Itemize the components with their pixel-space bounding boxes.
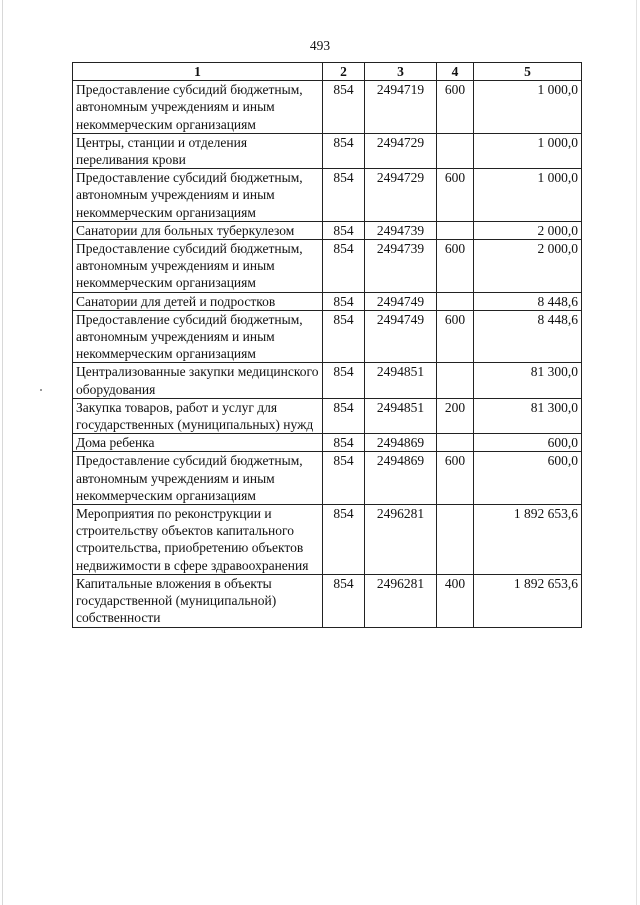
- row-code3-cell: 2494869: [365, 452, 437, 505]
- row-amount-cell: 2 000,0: [474, 240, 582, 293]
- row-code2-cell: 854: [323, 363, 365, 398]
- table-row: [73, 505, 582, 575]
- table-row: [73, 292, 582, 310]
- row-code4-cell: 600: [437, 310, 474, 363]
- row-name-cell: Предоставление субсидий бюджетным, автономным учреждениям и иным некоммерческим организациям: [73, 169, 323, 222]
- header-col-5: 5: [474, 63, 582, 81]
- header-col-1: 1: [73, 63, 323, 81]
- row-code4-cell: [437, 505, 474, 575]
- row-code3-cell: 2494729: [365, 133, 437, 168]
- header-col-3: 3: [365, 63, 437, 81]
- row-code3-cell: 2494719: [365, 81, 437, 134]
- row-name-cell: Предоставление субсидий бюджетным, автономным учреждениям и иным некоммерческим организациям: [73, 81, 323, 134]
- row-code2-cell: 854: [323, 169, 365, 222]
- row-code2-cell: 854: [323, 133, 365, 168]
- table-row: [73, 452, 582, 505]
- row-amount-cell: 1 892 653,6: [474, 505, 582, 575]
- row-code4-cell: [437, 221, 474, 239]
- row-amount-cell: 1 000,0: [474, 81, 582, 134]
- row-amount-cell: 8 448,6: [474, 292, 582, 310]
- row-code2-cell: 854: [323, 221, 365, 239]
- row-code3-cell: 2496281: [365, 505, 437, 575]
- row-code4-cell: 600: [437, 240, 474, 293]
- row-code4-cell: [437, 363, 474, 398]
- row-name-cell: Санатории для детей и подростков: [73, 292, 323, 310]
- row-code3-cell: 2494851: [365, 398, 437, 433]
- table-row: [73, 81, 582, 134]
- row-amount-cell: 2 000,0: [474, 221, 582, 239]
- row-code3-cell: 2494739: [365, 221, 437, 239]
- row-code2-cell: 854: [323, 505, 365, 575]
- table-header-row: [73, 63, 582, 81]
- scan-speck: [40, 389, 42, 391]
- table-row: [73, 434, 582, 452]
- row-code2-cell: 854: [323, 452, 365, 505]
- row-amount-cell: 1 892 653,6: [474, 574, 582, 627]
- row-name-cell: Центры, станции и отделения переливания крови: [73, 133, 323, 168]
- row-code3-cell: 2494729: [365, 169, 437, 222]
- table-body: [73, 81, 582, 627]
- row-code2-cell: 854: [323, 81, 365, 134]
- row-name-cell: Санатории для больных туберкулезом: [73, 221, 323, 239]
- row-code4-cell: 600: [437, 81, 474, 134]
- row-code3-cell: 2494749: [365, 310, 437, 363]
- row-code4-cell: 600: [437, 452, 474, 505]
- page-number: 493: [309, 38, 331, 53]
- row-code4-cell: [437, 292, 474, 310]
- row-name-cell: Централизованные закупки медицинского оборудования: [73, 363, 323, 398]
- scan-edge-right: [636, 0, 637, 905]
- table-row: [73, 133, 582, 168]
- table-row: [73, 221, 582, 239]
- row-amount-cell: 600,0: [474, 434, 582, 452]
- row-code4-cell: [437, 434, 474, 452]
- row-code2-cell: 854: [323, 434, 365, 452]
- row-code4-cell: [437, 133, 474, 168]
- row-amount-cell: 8 448,6: [474, 310, 582, 363]
- row-code3-cell: 2494739: [365, 240, 437, 293]
- row-code2-cell: 854: [323, 292, 365, 310]
- row-code2-cell: 854: [323, 240, 365, 293]
- row-name-cell: Предоставление субсидий бюджетным, автономным учреждениям и иным некоммерческим организациям: [73, 240, 323, 293]
- row-code4-cell: 200: [437, 398, 474, 433]
- row-code4-cell: 400: [437, 574, 474, 627]
- row-name-cell: Предоставление субсидий бюджетным, автономным учреждениям и иным некоммерческим организациям: [73, 452, 323, 505]
- row-name-cell: Мероприятия по реконструкции и строительству объектов капитального строительства, приобретению объектов недвижимости в сфере здравоохранения: [73, 505, 323, 575]
- row-amount-cell: 81 300,0: [474, 398, 582, 433]
- row-code3-cell: 2494869: [365, 434, 437, 452]
- row-amount-cell: 1 000,0: [474, 169, 582, 222]
- row-code3-cell: 2494851: [365, 363, 437, 398]
- scan-edge-left: [2, 0, 3, 905]
- header-col-2: 2: [323, 63, 365, 81]
- row-code2-cell: 854: [323, 398, 365, 433]
- row-code2-cell: 854: [323, 574, 365, 627]
- row-name-cell: Закупка товаров, работ и услуг для государственных (муниципальных) нужд: [73, 398, 323, 433]
- row-amount-cell: 1 000,0: [474, 133, 582, 168]
- row-code3-cell: 2494749: [365, 292, 437, 310]
- table-row: [73, 169, 582, 222]
- row-code3-cell: 2496281: [365, 574, 437, 627]
- row-name-cell: Капитальные вложения в объекты государственной (муниципальной) собственности: [73, 574, 323, 627]
- row-code4-cell: 600: [437, 169, 474, 222]
- table-row: [73, 240, 582, 293]
- header-col-4: 4: [437, 63, 474, 81]
- table-row: [73, 574, 582, 627]
- table-row: [73, 398, 582, 433]
- budget-table: [72, 62, 582, 628]
- row-amount-cell: 600,0: [474, 452, 582, 505]
- table-row: [73, 363, 582, 398]
- row-name-cell: Предоставление субсидий бюджетным, автономным учреждениям и иным некоммерческим организациям: [73, 310, 323, 363]
- row-code2-cell: 854: [323, 310, 365, 363]
- row-name-cell: Дома ребенка: [73, 434, 323, 452]
- row-amount-cell: 81 300,0: [474, 363, 582, 398]
- table-row: [73, 310, 582, 363]
